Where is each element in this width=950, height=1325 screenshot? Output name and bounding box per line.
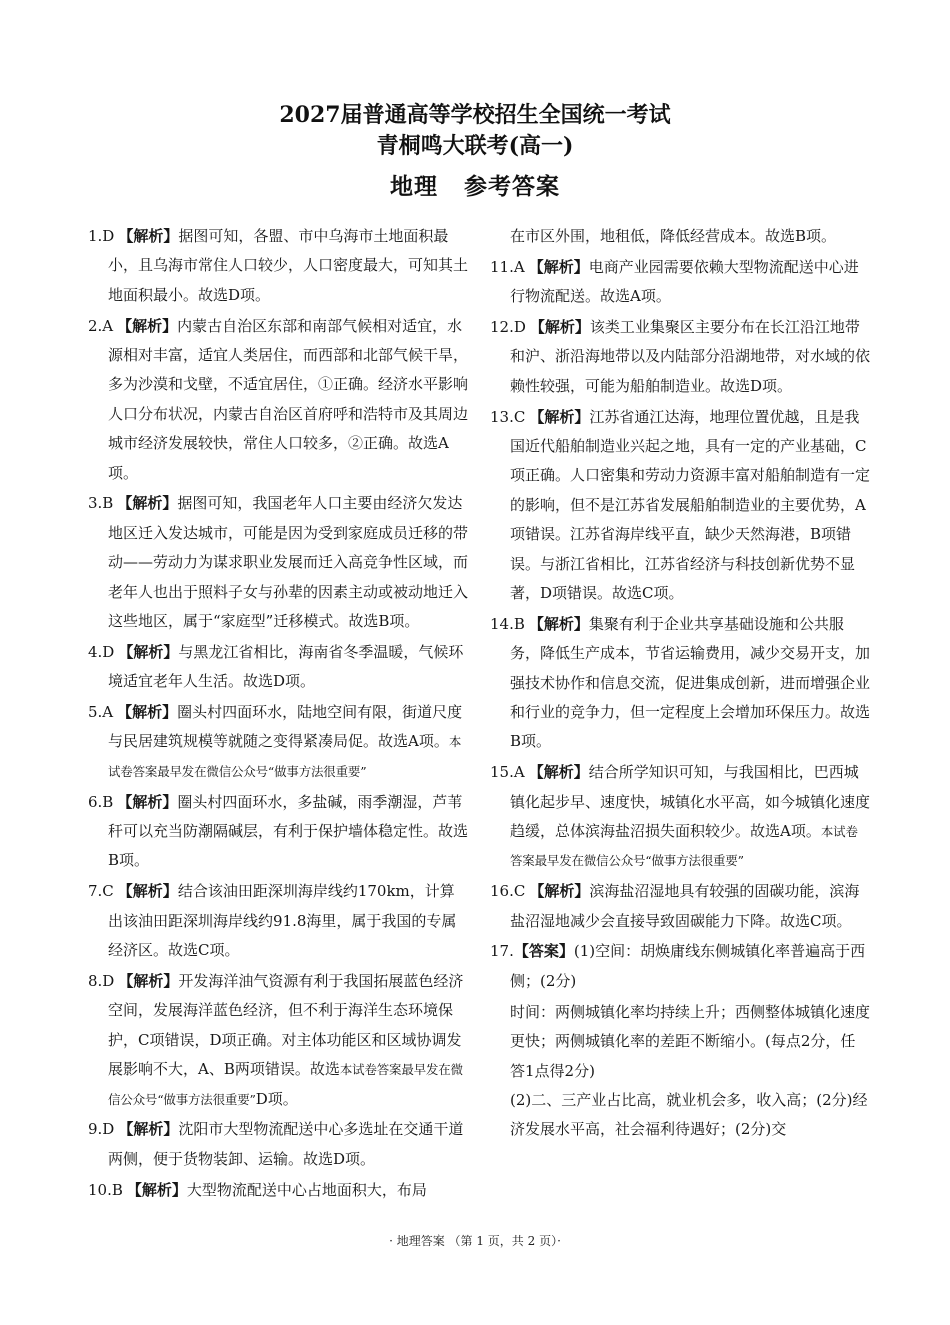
answer-item-2: 2.A 【解析】内蒙古自治区东部和南部气候相对适宜，水源相对丰富，适宜人类居住，而西部和北部气候干旱，多为沙漠和戈壁，不适宜居住，①正确。经济水平影响人口分布状况，内蒙古自治区首府呼和浩特市及其周边城市经济发展较快，常住人口较多，②正确。故选A项。 — [88, 316, 469, 482]
answer-item-4: 4.D 【解析】与黑龙江省相比，海南省冬季温暖，气候环境适宜老年人生活。故选D项。 — [88, 642, 464, 691]
answer-item-12: 12.D 【解析】该类工业集聚区主要分布在长江沿江地带和沪、浙沿海地带以及内陆部分沿湖地带，对水域的依赖性较强，可能为船舶制造业。故选D项。 — [490, 318, 871, 395]
answer-item-6: 6.B 【解析】圈头村四面环水，多盐碱，雨季潮湿，芦苇秆可以充当防潮隔碱层，有利于保护墙体稳定性。故选B项。 — [88, 792, 469, 870]
answer-item-13: 13.C 【解析】江苏省通江达海，地理位置优越，且是我国近代船舶制造业兴起之地，具有一定的产业基础，C项正确。人口密集和劳动力资源丰富对船舶制造有一定的影响，但不是江苏省发展船舶制造业的主要优势，A项错误。江苏省海岸线平直，缺少天然海港，B项错误。与浙江省相比，江苏省经济与科技创新优势不显著，D项错误。故选C项。 — [490, 407, 871, 603]
answer-item-15: 15.A 【解析】结合所学知识可知，与我国相比，巴西城镇化起步早、速度快，城镇化水平高，如今城镇化速度趋缓，总体滨海盐沼损失面积较少。故选A项。本试卷答案最早发在微信公众号“做事方法很重要” — [490, 763, 871, 869]
answer-item-7: 7.C 【解析】结合该油田距深圳海岸线约170km，计算出该油田距深圳海岸线约91.8海里，属于我国的专属经济区。故选C项。 — [88, 882, 457, 960]
right-answer-column — [490, 222, 870, 1145]
subject-label: 地理 — [390, 173, 438, 200]
answer-item-16: 16.C 【解析】滨海盐沼湿地具有较强的固碳功能，滨海盐沼湿地减少会直接导致固碳能力下降。故选C项。 — [490, 882, 860, 930]
answer-item-14: 14.B 【解析】集聚有利于企业共享基础设施和公共服务，降低生产成本，节省运输费用，减少交易开支，加强技术协作和信息交流，促进集成创新，进而增强企业和行业的竞争力，但一定程度上会增加环保压力。故选B项。 — [490, 614, 871, 751]
answer-item-10-continued: 在市区外围，地租低，降低经营成本。故选B项。 — [510, 227, 837, 245]
answer-item-11: 11.A 【解析】电商产业园需要依赖大型物流配送中心进行物流配送。故选A项。 — [490, 257, 859, 306]
answer-item-9: 9.D 【解析】沈阳市大型物流配送中心多选址在交通干道两侧，便于货物装卸、运输。故选D项。 — [88, 1120, 464, 1168]
left-answer-column — [88, 222, 468, 1206]
answer-item-1: 1.D 【解析】据图可知，各盟、市中乌海市土地面积最小，且乌海市常住人口较少，人口密度最大，可知其土地面积最小。故选D项。 — [88, 227, 469, 304]
answer-key-label: 参考答案 — [464, 173, 560, 200]
exam-title: 2027届普通高等学校招生全国统一考试 — [279, 102, 671, 128]
exam-subtitle: 青桐鸣大联考(高一) — [376, 133, 574, 159]
answer-17-time-paragraph: 时间：两侧城镇化率均持续上升；西侧整体城镇化速度更快；两侧城镇化率的差距不断缩小。(每点2分，任答1点得2分) — [510, 1002, 871, 1080]
answer-item-10: 10.B 【解析】大型物流配送中心占地面积大，布局 — [88, 1180, 427, 1199]
answer-item-3: 3.B 【解析】据图可知，我国老年人口主要由经济欠发达地区迁入发达城市，可能是因为受到家庭成员迁移的带动——劳动力为谋求职业发展而迁入高竞争性区域，而老年人也出于照料子女与孙辈的因素主动或被动地迁入这些地区，属于“家庭型”迁移模式。故选B项。 — [88, 494, 469, 631]
answer-item-8: 8.D 【解析】开发海洋油气资源有利于我国拓展蓝色经济空间，发展海洋蓝色经济，但不利于海洋生态环境保护，C项错误，D项正确。对主体功能区和区域协调发展影响不大，A、B两项错误。故选本试卷答案最早发在微信公众号“做事方法很重要”D项。 — [88, 971, 464, 1108]
watermark-note: 本试卷答案最早发在微信公众号“做事方法很重要” — [108, 734, 462, 779]
page-footer: · 地理答案 （第 1 页，共 2 页）· — [389, 1234, 561, 1248]
answer-item-5: 5.A 【解析】圈头村四面环水，陆地空间有限，街道尺度与民居建筑规模等就随之变得紧凑局促。故选A项。本试卷答案最早发在微信公众号“做事方法很重要” — [88, 703, 463, 779]
watermark-note: 本试卷答案最早发在微信公众号“做事方法很重要” — [510, 824, 858, 869]
answer-17-part2-paragraph: (2)二、三产业占比高，就业机会多，收入高；(2分)经济发展水平高，社会福利待遇好；(2分)交 — [510, 1090, 868, 1139]
watermark-note: 本试卷答案最早发在微信公众号“做事方法很重要” — [108, 1062, 463, 1107]
document-title — [0, 168, 950, 201]
answer-item-17: 17.【答案】(1)空间：胡焕庸线东侧城镇化率普遍高于西侧；(2分) — [490, 942, 866, 990]
